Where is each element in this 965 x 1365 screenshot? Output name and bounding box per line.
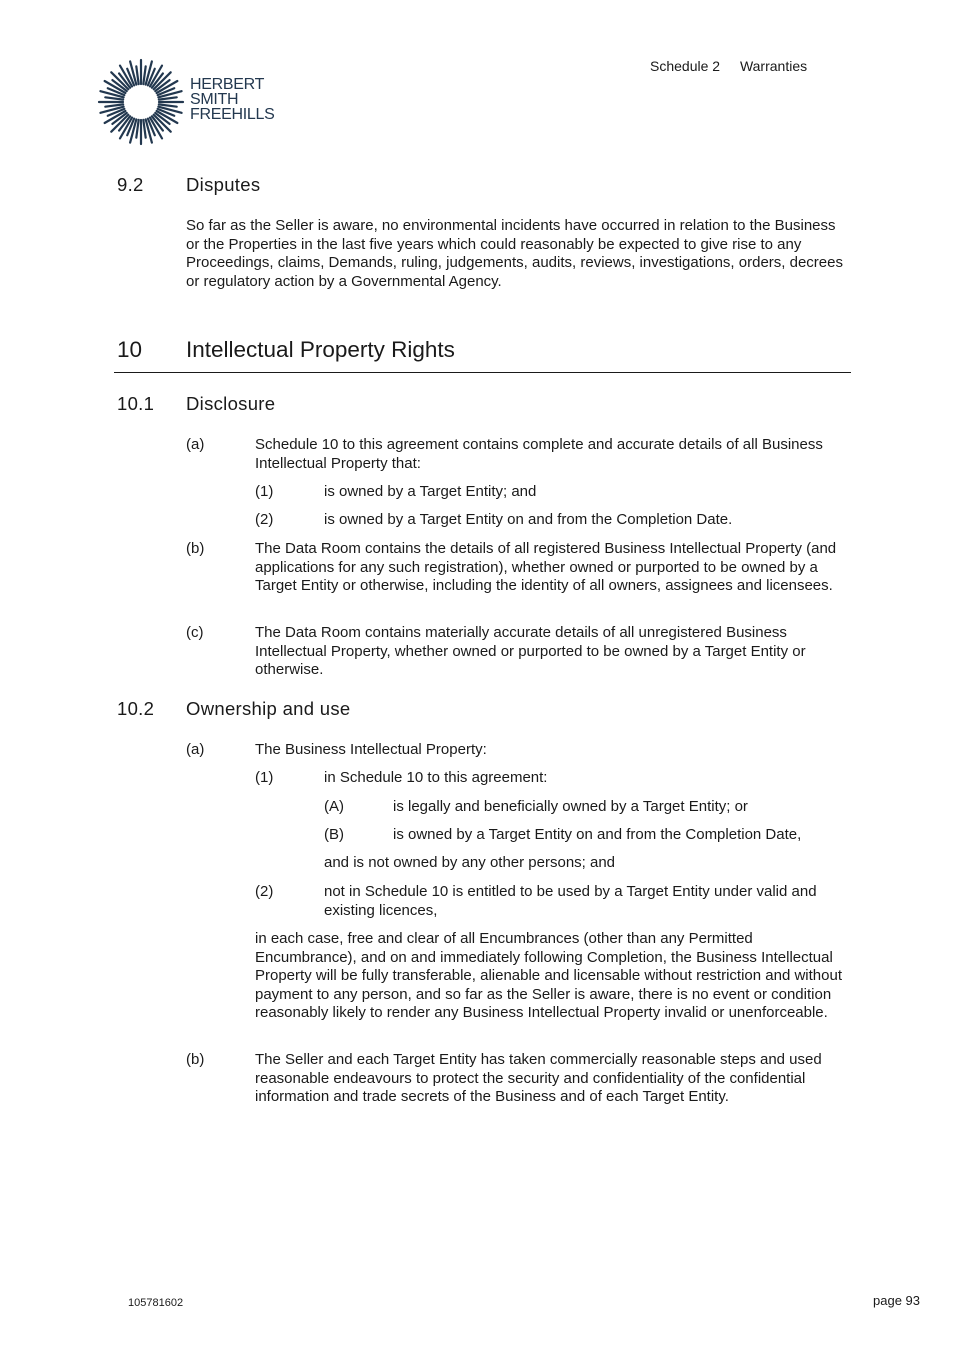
list-item-text: is owned by a Target Entity on and from the Completion Date. — [324, 511, 733, 528]
sunburst-logo-icon — [97, 58, 185, 146]
logo-ray — [105, 104, 123, 106]
list-item-text: The Data Room contains materially accurate details of all unregistered Business Intellectual Property, whether owned or purported to be owned by a Target Entity or otherwise. — [255, 624, 806, 679]
clause-number: 10.1 — [117, 393, 155, 414]
logo-ray — [136, 120, 138, 138]
section-divider — [114, 372, 851, 373]
list-item-text: is owned by a Target Entity on and from the Completion Date, — [393, 826, 802, 843]
logo-ray — [143, 66, 145, 84]
list-item-text: The Seller and each Target Entity has taken commercially reasonable steps and used reasonable endeavours to protect the security and confidentiality of the confidential information and trade secrets of the Business and of each Target Entity. — [255, 1051, 822, 1106]
list-item-text: is legally and beneficially owned by a Target Entity; or — [393, 798, 748, 815]
company-logo — [97, 58, 277, 146]
logo-ray — [136, 66, 138, 84]
header-schedule: Schedule 2 — [650, 58, 721, 74]
list-label: (B) — [324, 826, 344, 843]
section-heading: Intellectual Property Rights — [186, 337, 455, 362]
page-number: page 93 — [873, 1293, 920, 1308]
list-label: (b) — [186, 1051, 205, 1068]
list-item-text: Schedule 10 to this agreement contains complete and accurate details of all Business Intellectual Property that: — [255, 436, 823, 472]
list-item-text: not in Schedule 10 is entitled to be used by a Target Entity under valid and existing licences, — [324, 883, 817, 919]
list-item-text: is owned by a Target Entity; and — [324, 483, 537, 500]
clause-heading: Ownership and use — [186, 698, 351, 719]
list-item-text: in Schedule 10 to this agreement: — [324, 769, 548, 786]
logo-wordmark: HERBERT SMITH FREEHILLS — [190, 76, 275, 123]
clause-heading: Disputes — [186, 174, 261, 195]
clause-number: 10.2 — [117, 698, 155, 719]
list-item-text: The Business Intellectual Property: — [255, 741, 487, 758]
list-label: (a) — [186, 436, 205, 453]
running-header — [650, 57, 823, 76]
list-label: (1) — [255, 483, 274, 500]
logo-ray — [105, 97, 123, 99]
list-label: (a) — [186, 741, 205, 758]
continuation-text: in each case, free and clear of all Encumbrances (other than any Permitted Encumbrance), and on and immediately following Completion, the Business Intellectual Property will be fully transferable, alienable and licensable without restriction and without payment to any person, and so far as the Seller is aware, there is no event or condition reasonably likely to render any Business Intellectual Property invalid or unenforceable. — [255, 930, 842, 1022]
document-id: 105781602 — [128, 1297, 184, 1309]
list-label: (A) — [324, 798, 344, 815]
clause-number: 9.2 — [117, 174, 144, 195]
logo-ray — [143, 120, 145, 138]
list-label: (1) — [255, 769, 274, 786]
list-label: (b) — [186, 540, 205, 557]
clause-heading: Disclosure — [186, 393, 276, 414]
section-number: 10 — [117, 337, 143, 362]
clause-body: So far as the Seller is aware, no environmental incidents have occurred in relation to the Business or the Properties in the last five years which could reasonably be expected to give rise to any Proceedings, claims, Demands, ruling, judgements, audits, reviews, investigations, orders, decrees or regulatory action by a Governmental Agency. — [186, 217, 843, 290]
list-label: (2) — [255, 883, 274, 900]
header-section: Warranties — [739, 58, 808, 74]
logo-ray — [159, 104, 177, 106]
list-label: (2) — [255, 511, 274, 528]
list-label: (c) — [186, 624, 204, 641]
continuation-text: and is not owned by any other persons; and — [324, 854, 616, 871]
logo-ray — [159, 97, 177, 99]
list-item-text: The Data Room contains the details of all registered Business Intellectual Property (and applications for any such registration), whether owned or purported to be owned by a Target Entity or otherwise, including the identity of all owners, assignees and licensees. — [255, 540, 837, 595]
